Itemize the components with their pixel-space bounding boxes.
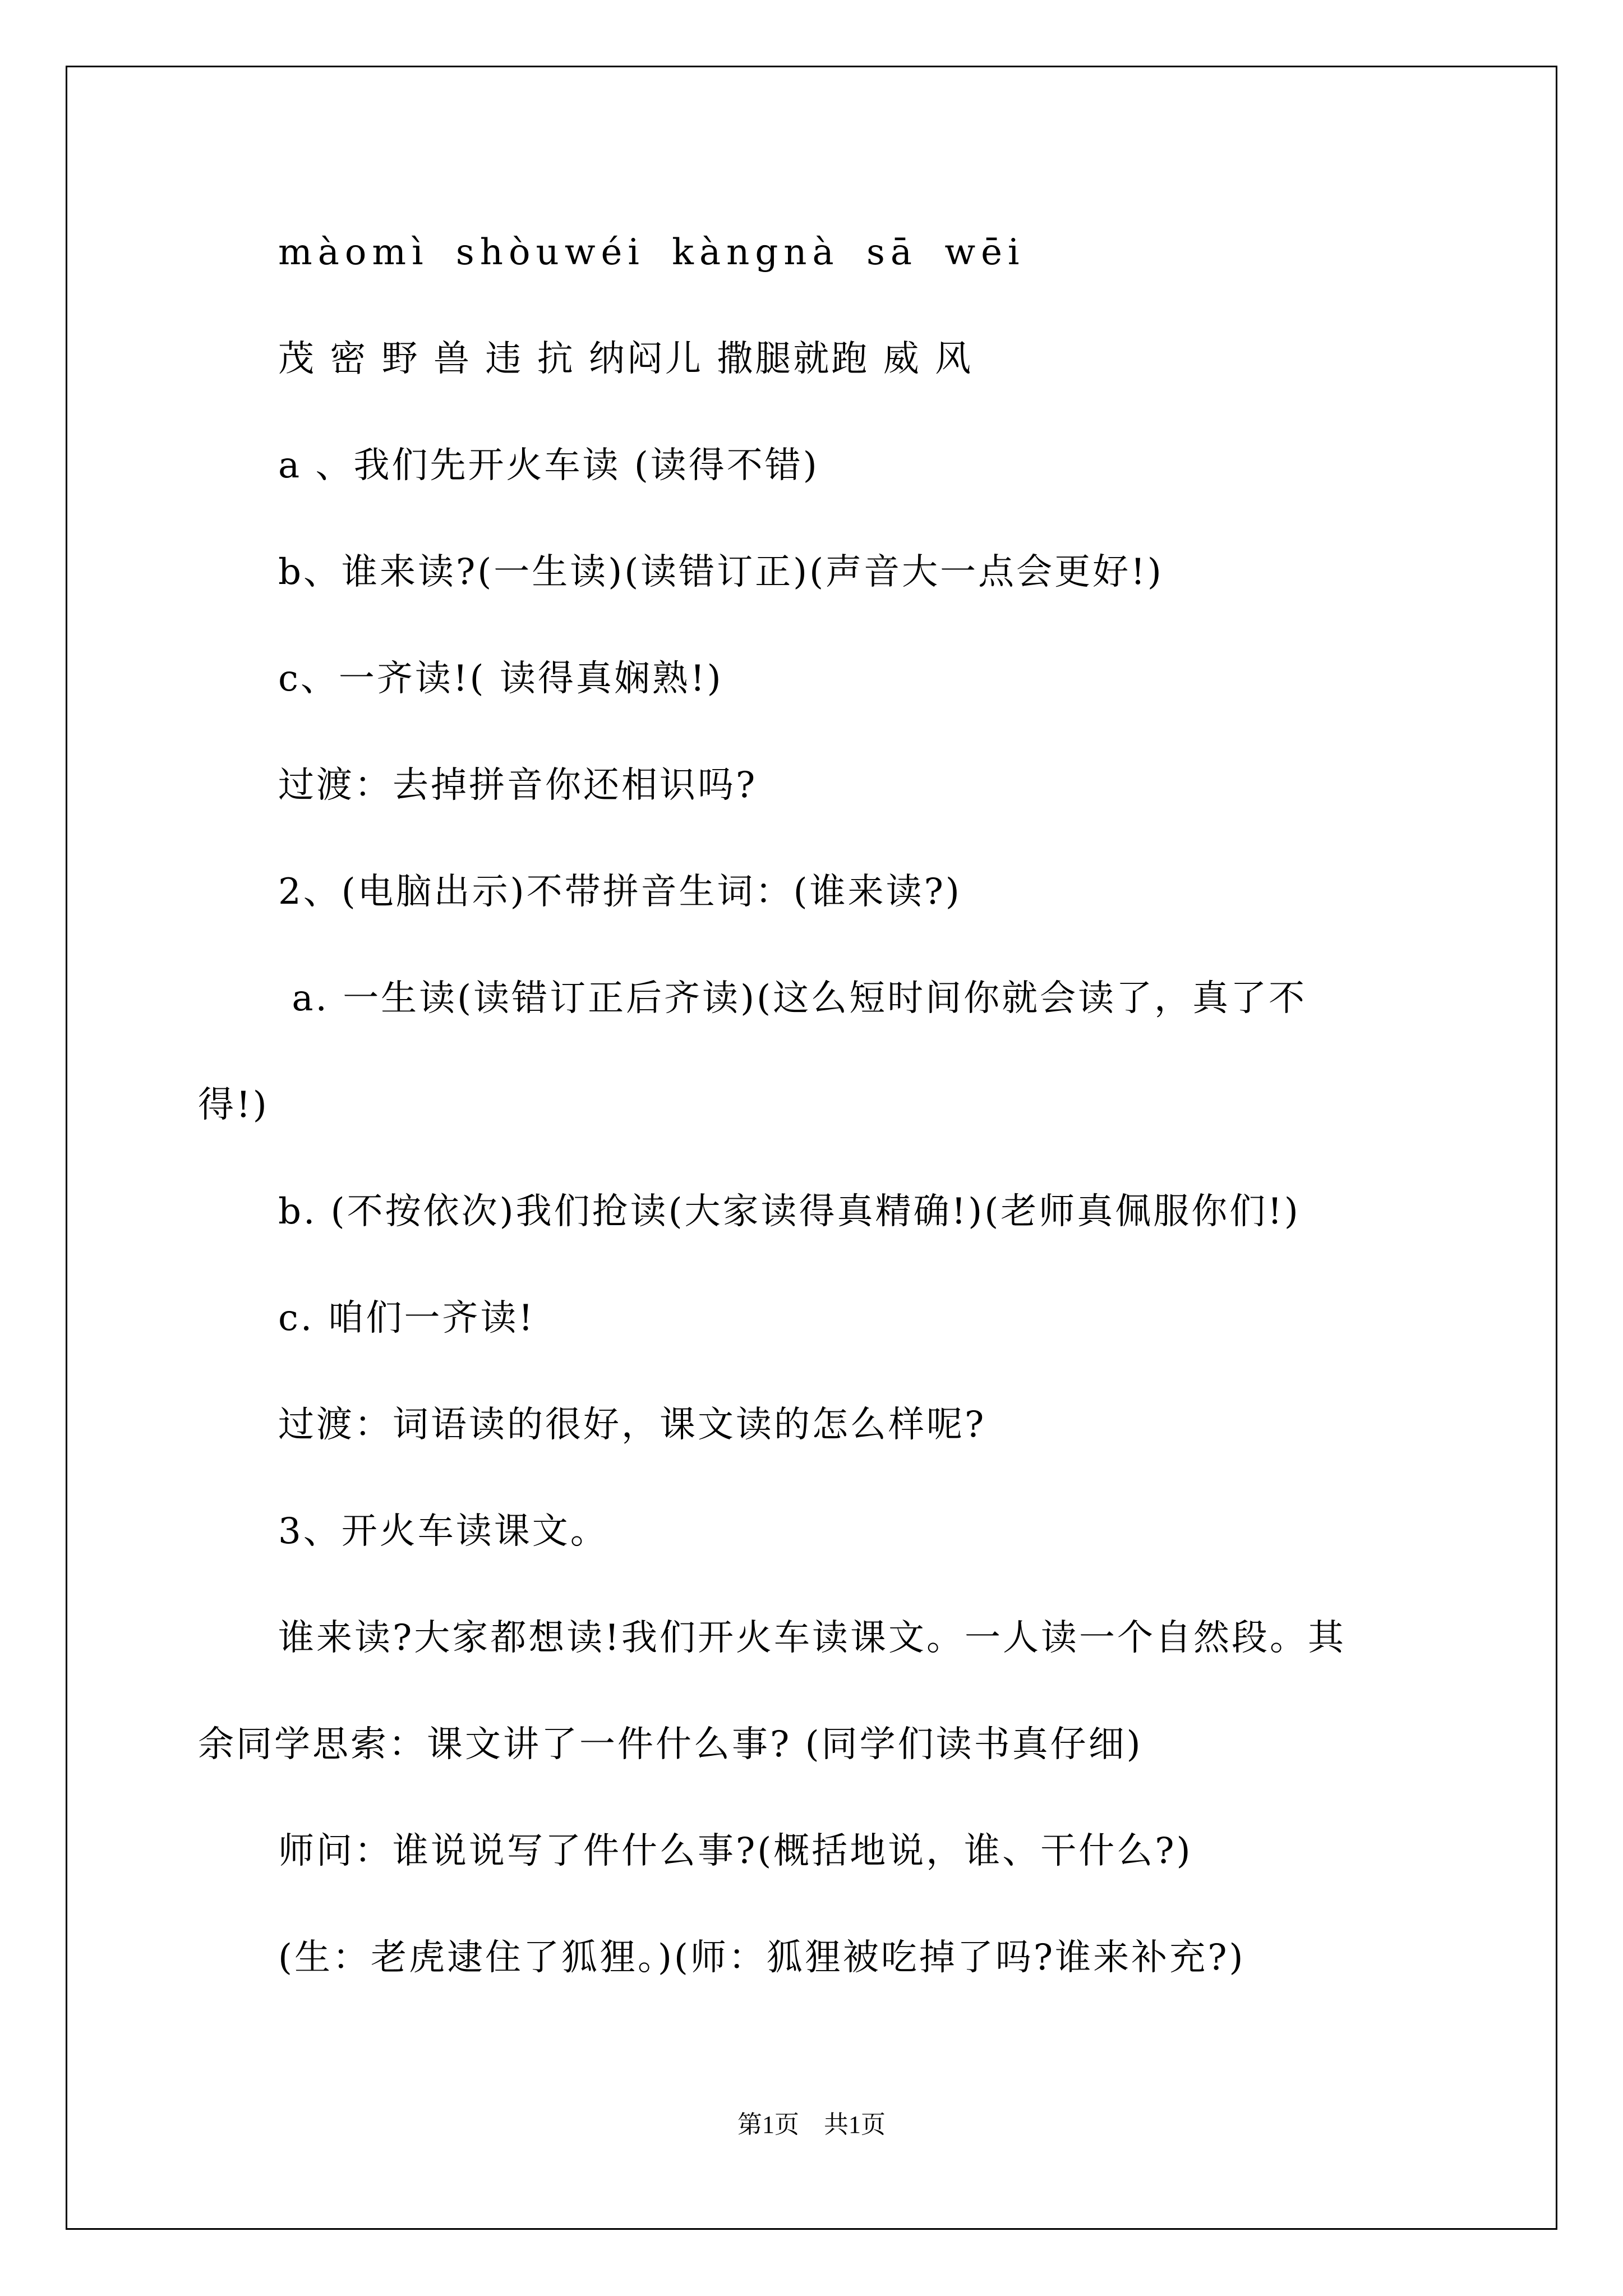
paragraph-line: a 、我们先开火车读 (读得不错): [278, 445, 819, 486]
vocabulary-line: 茂 密 野 兽 违 抗 纳闷儿 撒腿就跑 威 风: [278, 338, 974, 380]
paragraph-line-continued: 得!): [198, 1084, 269, 1126]
paragraph-line: b. (不按依次)我们抢读(大家读得真精确!)(老师真佩服你们!): [278, 1191, 1301, 1232]
paragraph-line: 谁来读?大家都想读!我们开火车读课文。一人读一个自然段。其: [278, 1617, 1347, 1659]
paragraph-line: 过渡：去掉拼音你还相识吗?: [278, 765, 758, 806]
paragraph-line: b、谁来读?(一生读)(读错订正)(声音大一点会更好!): [278, 551, 1164, 593]
paragraph-line: 3、开火车读课文。: [278, 1511, 608, 1552]
paragraph-line: 师问：谁说说写了件什么事?(概括地说，谁、干什么?): [278, 1830, 1193, 1872]
pinyin-line: màomì shòuwéi kàngnà sā wēi: [278, 232, 1025, 273]
paragraph-line: (生：老虎逮住了狐狸。)(师：狐狸被吃掉了吗?谁来补充?): [278, 1937, 1246, 1978]
paragraph-line: 2、(电脑出示)不带拼音生词：(谁来读?): [278, 871, 962, 913]
page-border: [66, 66, 1557, 2230]
paragraph-line: c、一齐读!( 读得真娴熟!): [278, 658, 723, 700]
paragraph-line: a. 一生读(读错订正后齐读)(这么短时间你就会读了，真了不: [278, 978, 1307, 1019]
paragraph-line: 过渡：词语读的很好，课文读的怎么样呢?: [278, 1404, 986, 1446]
paragraph-line: c. 咱们一齐读!: [278, 1297, 536, 1339]
page-number-footer: 第1页 共1页: [737, 2111, 886, 2138]
paragraph-line-continued: 余同学思索：课文讲了一件什么事? (同学们读书真仔细): [198, 1724, 1143, 1765]
